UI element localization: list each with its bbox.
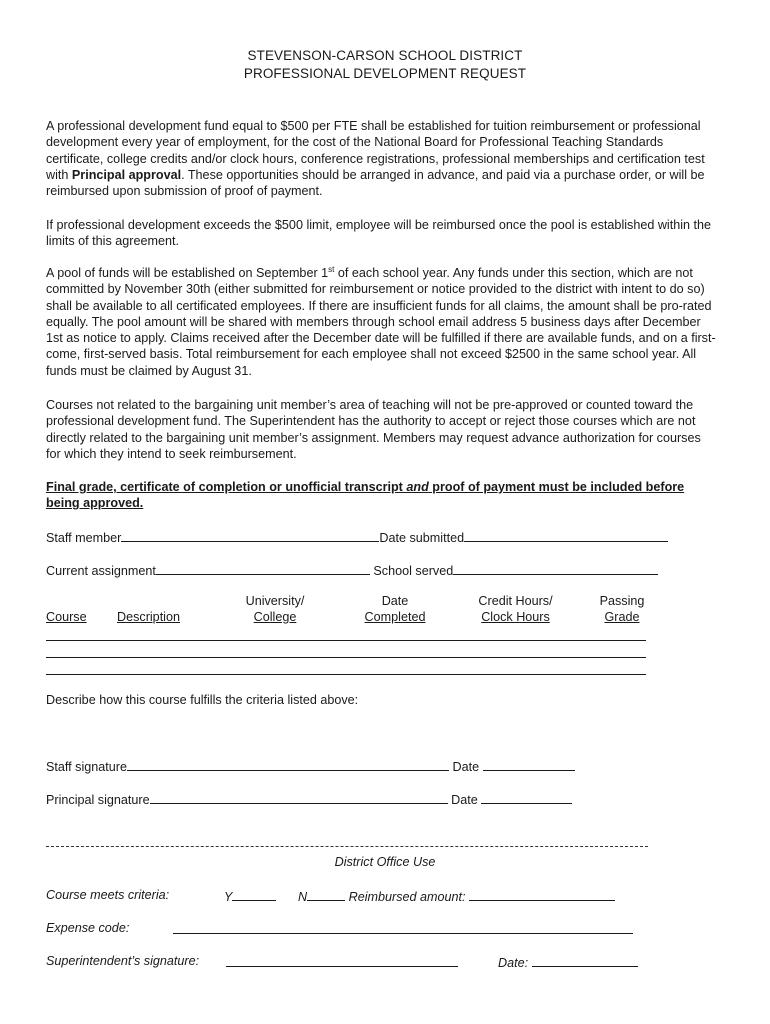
col-date-line2: Completed [364,610,426,624]
staff-member-row [46,528,668,546]
course-entry-line-2[interactable] [46,657,646,658]
district-name: STEVENSON-CARSON SCHOOL DISTRICT [247,48,523,63]
paragraph-pool: A pool of funds will be established on September 1st of each school year. Any funds under this section, which are not committed by November 30th (either submitted for reimbursement or notice provided to the district with intent to do so) shall be available to all certificated employees. If there are insufficient funds for all claims, the amount shall be pro-rated equally. The pool amount will be shared with members through school email address 5 business days after December 1st as notice to apply. Claims received after the December date will be fulfilled if there are available funds, and on a first-come, first-served basis. Total reimbursement for each employee shall not exceed $2500 in the same school year. All funds must be claimed by August 31. [46,264,716,378]
expense-code-field[interactable] [173,920,633,934]
staff-signature-field[interactable] [127,757,449,771]
col-credit-line1: Credit Hours/ [478,594,553,608]
office-use-heading: District Office Use [334,855,436,869]
col-credit-line2: Clock Hours [481,610,550,624]
office-date-label: Date: [498,956,529,970]
col-grade-line1: Passing [599,594,645,608]
col-date-line1: Date [381,594,409,608]
principal-signature-row [46,790,572,808]
criteria-yes-field[interactable] [232,887,276,901]
criteria-no-label: N [298,890,308,904]
principal-approval-text: Principal approval [71,167,182,182]
office-date-field[interactable] [532,953,638,967]
col-course: Course [46,610,87,624]
proof-notice: Final grade, certificate of completion or unofficial transcript and proof of payment must be included before being approved. [46,480,685,511]
expense-code-label: Expense code: [46,921,130,935]
paragraph-fund: A professional development fund equal to $500 per FTE shall be established for tuition reimbursement or professional development every year of employment, for the cost of the National Board for Professional Teaching Standards certificate, college credits and/or clock hours, conference registrations, professional memberships and certification test with Principal approval. These opportunities should be arranged in advance, and paid via a purchase order, or will be reimbursed upon submission of proof of payment. [46,119,705,199]
staff-signature-date-label: Date [452,760,480,774]
school-served-label: School served [373,564,454,578]
course-entry-line-3[interactable] [46,674,646,675]
superintendent-signature-row [226,953,458,971]
describe-label: Describe how this course fulfills the criteria listed above: [46,693,359,707]
date-submitted-label: Date submitted [379,531,465,545]
staff-signature-date-field[interactable] [483,757,575,771]
criteria-no-row [298,887,615,905]
col-university-line1: University/ [245,594,305,608]
staff-signature-label: Staff signature [46,760,127,774]
reimbursed-amount-field[interactable] [469,887,615,901]
criteria-no-field[interactable] [307,887,345,901]
staff-member-label: Staff member [46,531,122,545]
staff-signature-row [46,757,575,775]
office-use-divider [46,846,648,847]
paragraph-courses: Courses not related to the bargaining unit member’s area of teaching will not be pre-approved or counted toward the professional development fund. The Superintendent has the authority to accept or reject those courses which are not directly related to the bargaining unit member’s assignment. Members may request advance authorization for courses for which they intend to seek reimbursement. [46,398,701,461]
col-description: Description [117,610,180,624]
course-meets-label: Course meets criteria: [46,888,170,902]
date-submitted-field[interactable] [464,528,668,542]
criteria-yes-label: Y [224,890,233,904]
current-assignment-label: Current assignment [46,564,156,578]
principal-signature-date-field[interactable] [481,790,572,804]
assignment-row [46,561,658,579]
criteria-yes-row [224,887,276,905]
current-assignment-field[interactable] [156,561,370,575]
school-served-field[interactable] [453,561,658,575]
paragraph-limit: If professional development exceeds the $500 limit, employee will be reimbursed once the pool is established within the limits of this agreement. [46,218,712,249]
col-grade-line2: Grade [604,610,640,624]
principal-signature-field[interactable] [150,790,448,804]
expense-code-row [173,920,633,938]
office-date-row [498,953,638,971]
reimbursed-amount-label: Reimbursed amount: [348,890,466,904]
staff-member-field[interactable] [121,528,379,542]
col-university-line2: College [253,610,297,624]
form-title: PROFESSIONAL DEVELOPMENT REQUEST [243,66,527,81]
principal-signature-label: Principal signature [46,793,150,807]
course-entry-line-1[interactable] [46,640,646,641]
principal-signature-date-label: Date [451,793,478,807]
superintendent-signature-field[interactable] [226,953,458,967]
superintendent-signature-label: Superintendent’s signature: [46,954,200,968]
